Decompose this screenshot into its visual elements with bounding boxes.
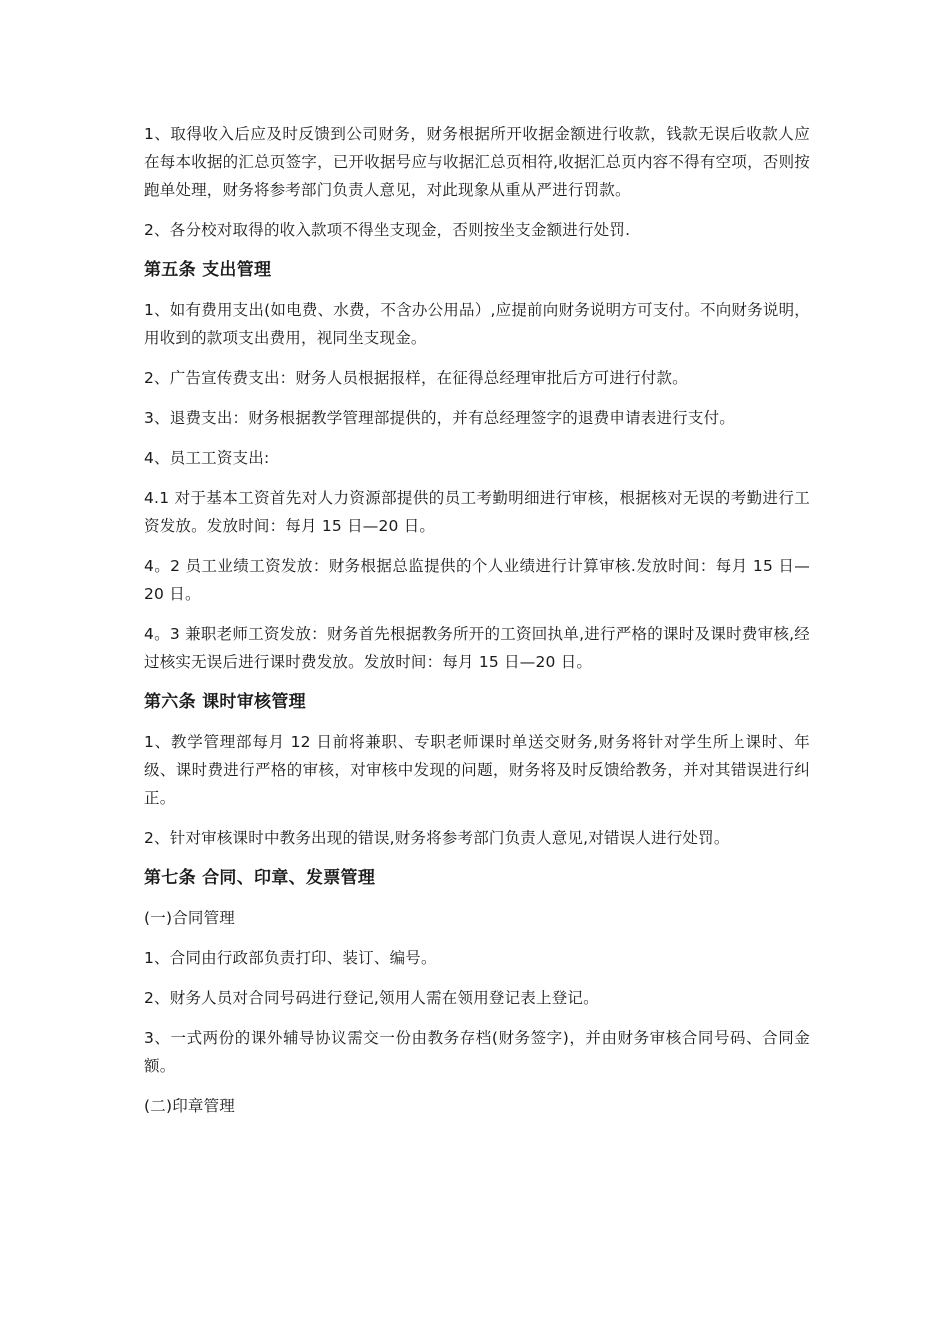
paragraph-no-cash-offset: 2、各分校对取得的收入款项不得坐支现金，否则按坐支金额进行处罚. bbox=[144, 221, 631, 239]
heading-article-6: 第六条 课时审核管理 bbox=[144, 692, 306, 712]
paragraph-expense-4: 4、员工工资支出: bbox=[144, 449, 270, 467]
paragraph-salary-4-3: 4。3 兼职老师工资发放：财务首先根据教务所开的工资回执单,进行严格的课时及课时费审核,经过核实无误后进行课时费发放。发放时间：每月 15 日—20 日。 bbox=[144, 625, 810, 671]
paragraph-expense-2: 2、广告宣传费支出：财务人员根据报样，在征得总经理审批后方可进行付款。 bbox=[144, 369, 688, 387]
heading-article-5: 第五条 支出管理 bbox=[144, 260, 272, 280]
paragraph-expense-3: 3、退费支出：财务根据教学管理部提供的，并有总经理签字的退费申请表进行支付。 bbox=[144, 409, 735, 427]
paragraph-class-hours-1: 1、教学管理部每月 12 日前将兼职、专职老师课时单送交财务,财务将针对学生所上课时、年级、课时费进行严格的审核，对审核中发现的问题，财务将及时反馈给教务，并对其错误进行纠正。 bbox=[144, 733, 810, 807]
paragraph-contract-2: 2、财务人员对合同号码进行登记,领用人需在领用登记表上登记。 bbox=[144, 989, 599, 1007]
paragraph-income-feedback: 1、取得收入后应及时反馈到公司财务，财务根据所开收据金额进行收款，钱款无误后收款人应在每本收据的汇总页签字，已开收据号应与收据汇总页相符,收据汇总页内容不得有空项，否则按跑单处理，财务将参考部门负责人意见，对此现象从重从严进行罚款。 bbox=[144, 125, 810, 199]
paragraph-salary-4-1: 4.1 对于基本工资首先对人力资源部提供的员工考勤明细进行审核，根据核对无误的考勤进行工资发放。发放时间：每月 15 日—20 日。 bbox=[144, 489, 810, 535]
paragraph-expense-1: 1、如有费用支出(如电费、水费，不含办公用品）,应提前向财务说明方可支付。不向财务说明，用收到的款项支出费用，视同坐支现金。 bbox=[144, 301, 810, 347]
paragraph-class-hours-2: 2、针对审核课时中教务出现的错误,财务将参考部门负责人意见,对错误人进行处罚。 bbox=[144, 829, 730, 847]
paragraph-contract-1: 1、合同由行政部负责打印、装订、编号。 bbox=[144, 949, 437, 967]
paragraph-salary-4-2: 4。2 员工业绩工资发放：财务根据总监提供的个人业绩进行计算审核.发放时间：每月 15 日—20 日。 bbox=[144, 557, 810, 603]
paragraph-contract-3: 3、一式两份的课外辅导协议需交一份由教务存档(财务签字)，并由财务审核合同号码、合同金额。 bbox=[144, 1029, 810, 1075]
heading-article-7: 第七条 合同、印章、发票管理 bbox=[144, 868, 376, 888]
document-body bbox=[144, 120, 810, 1132]
subheading-seal-management: (二)印章管理 bbox=[144, 1097, 235, 1115]
subheading-contract-management: (一)合同管理 bbox=[144, 909, 235, 927]
